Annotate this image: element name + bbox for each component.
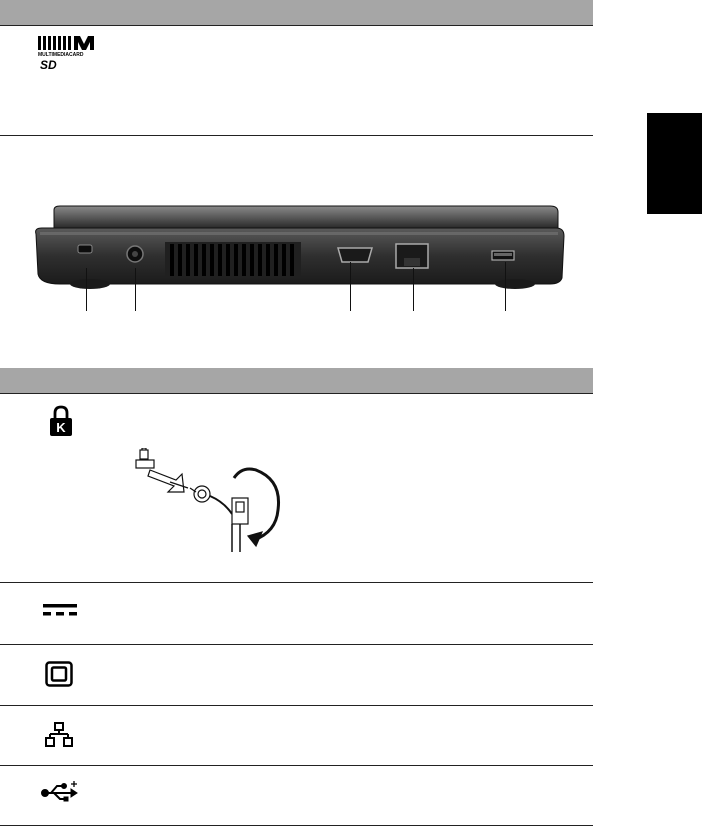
svg-text:MULTIMEDIACARD: MULTIMEDIACARD: [38, 52, 84, 58]
top-table-header-rule: [0, 25, 593, 26]
row-rule-2: [0, 644, 593, 645]
bottom-table-header-rule: [0, 393, 593, 394]
top-table-header: [0, 0, 593, 25]
bottom-table-header: [0, 368, 593, 393]
mmc-sd-card-icon: [38, 36, 98, 72]
callout-line-2: [135, 268, 136, 311]
top-table-bottom-rule: [0, 135, 593, 136]
row-rule-3: [0, 705, 593, 706]
svg-text:SD: SD: [40, 58, 57, 72]
ethernet-port-icon: [45, 722, 73, 748]
dc-in-icon: [43, 604, 77, 618]
row-rule-5: [0, 825, 593, 826]
usb-icon: [41, 779, 79, 803]
callout-line-1: [86, 268, 87, 311]
side-section-tab: [647, 113, 702, 214]
callout-line-5: [505, 262, 506, 311]
kensington-lock-cable-illustration: [132, 448, 302, 552]
callout-line-3: [350, 262, 351, 311]
laptop-left-side-view: [30, 198, 570, 298]
callout-line-4: [413, 268, 414, 311]
vga-port-icon: [45, 661, 73, 687]
row-rule-4: [0, 765, 593, 766]
row-rule-1: [0, 582, 593, 583]
kensington-lock-icon: [49, 405, 73, 437]
svg-text:K: K: [56, 420, 66, 435]
